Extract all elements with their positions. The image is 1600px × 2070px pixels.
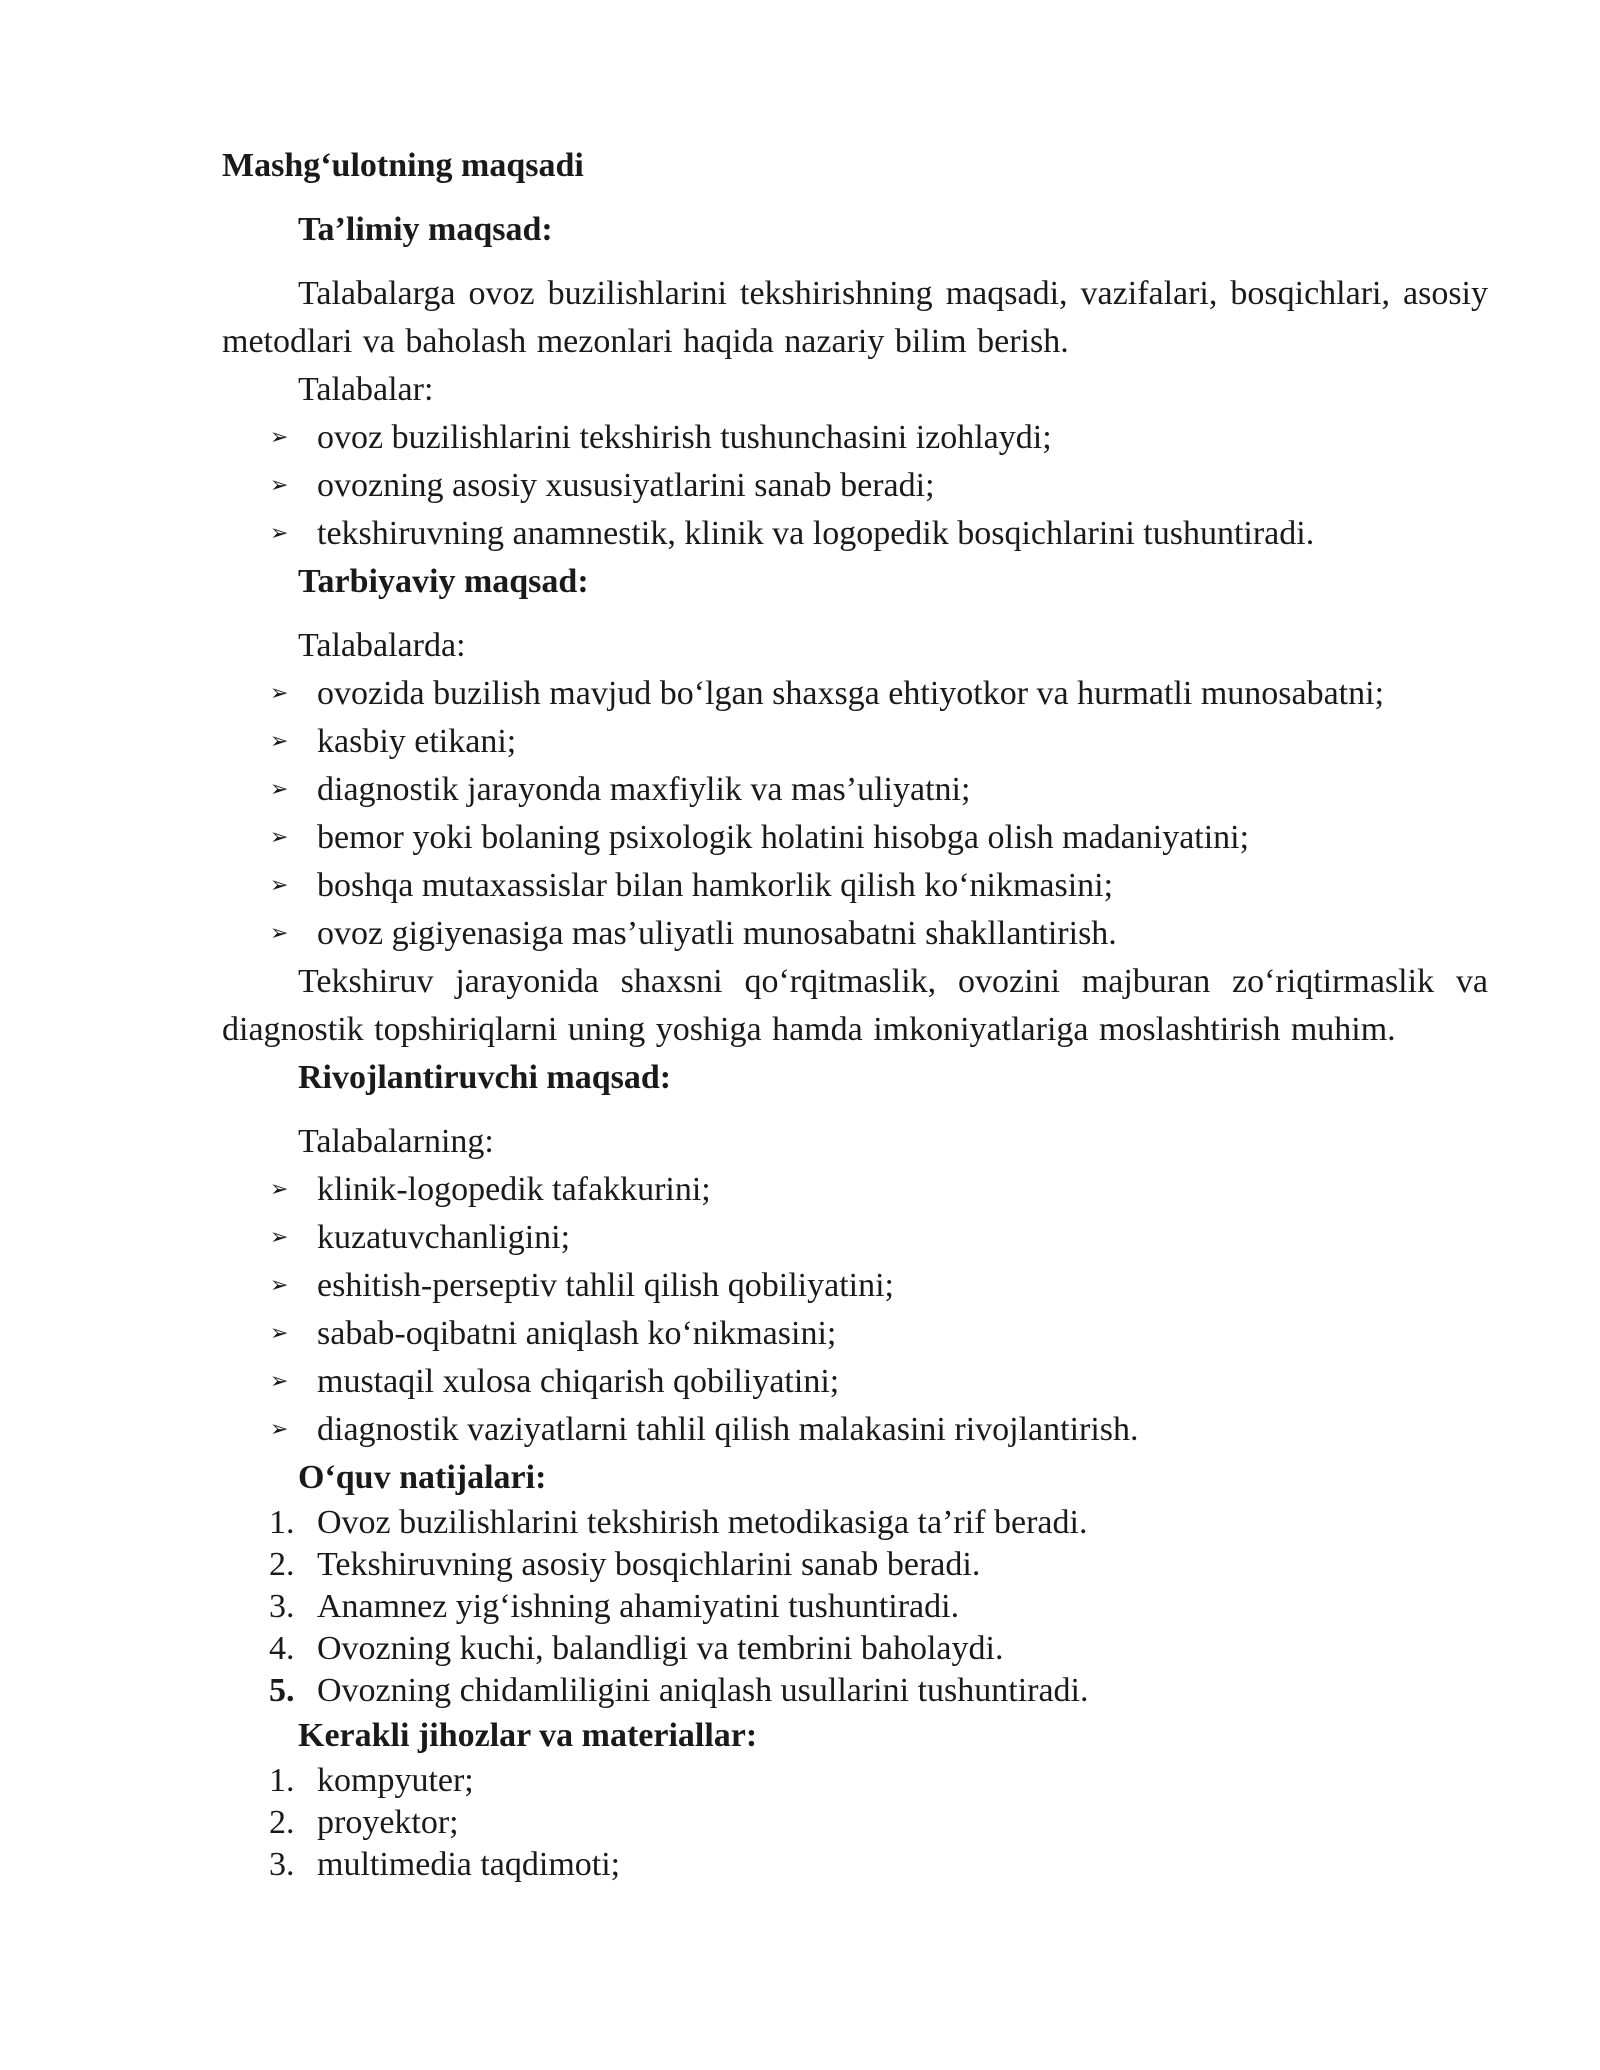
list-item-text: Ovozning chidamliligini aniqlash usullarini tushuntiradi. xyxy=(317,1672,1089,1709)
list-item-text: eshitish-perseptiv tahlil qilish qobiliyatini; xyxy=(317,1267,895,1304)
list-item xyxy=(222,766,1488,814)
jihozlar-list xyxy=(222,1760,1488,1886)
list-item xyxy=(222,814,1488,862)
list-item-text: ovoz gigiyenasiga mas’uliyatli munosabatni shakllantirish. xyxy=(317,915,1117,952)
list-number: 4. xyxy=(269,1630,295,1667)
list-item-text: kompyuter; xyxy=(317,1762,474,1799)
list-number: 1. xyxy=(269,1762,295,1799)
list-item xyxy=(222,1166,1488,1214)
tarbiyaviy-list xyxy=(222,670,1488,958)
arrow-bullet-icon: ➢ xyxy=(270,1273,289,1298)
tarbiyaviy-paragraph: Tekshiruv jarayonida shaxsni qo‘rqitmaslik, ovozini majburan zo‘riqtirmaslik va diagnostik topshiriqlarni uning yoshiga hamda imkoniyatlariga moslashtirish muhim. xyxy=(222,963,1488,1048)
list-number: 5. xyxy=(269,1672,295,1709)
list-item-text: Anamnez yig‘ishning ahamiyatini tushuntiradi. xyxy=(317,1588,960,1625)
arrow-bullet-icon: ➢ xyxy=(270,681,289,706)
arrow-bullet-icon: ➢ xyxy=(270,473,289,498)
talimiy-lead: Talabalar: xyxy=(298,371,434,408)
list-item-text: bemor yoki bolaning psixologik holatini hisobga olish madaniyatini; xyxy=(317,819,1250,856)
list-item-text: Ovoz buzilishlarini tekshirish metodikasiga ta’rif beradi. xyxy=(317,1504,1088,1541)
arrow-bullet-icon: ➢ xyxy=(270,921,289,946)
list-item-text: proyektor; xyxy=(317,1804,459,1841)
arrow-bullet-icon: ➢ xyxy=(270,1225,289,1250)
list-item xyxy=(222,1586,1488,1628)
list-item-text: Ovozning kuchi, balandligi va tembrini baholaydi. xyxy=(317,1630,1004,1667)
arrow-bullet-icon: ➢ xyxy=(270,873,289,898)
list-item-text: tekshiruvning anamnestik, klinik va logopedik bosqichlarini tushuntiradi. xyxy=(317,515,1315,552)
arrow-bullet-icon: ➢ xyxy=(270,1369,289,1394)
list-number: 3. xyxy=(269,1588,295,1625)
rivojlantiruvchi-list xyxy=(222,1166,1488,1454)
list-item-text: boshqa mutaxassislar bilan hamkorlik qilish ko‘nikmasini; xyxy=(317,867,1114,904)
list-item-text: mustaqil xulosa chiqarish qobiliyatini; xyxy=(317,1363,840,1400)
list-item-text: diagnostik vaziyatlarni tahlil qilish malakasini rivojlantirish. xyxy=(317,1411,1139,1448)
document-page xyxy=(222,142,1488,1886)
list-item-text: kuzatuvchanligini; xyxy=(317,1219,571,1256)
list-item-text: klinik-logopedik tafakkurini; xyxy=(317,1171,711,1208)
tarbiyaviy-heading: Tarbiyaviy maqsad: xyxy=(298,563,589,600)
talimiy-paragraph: Talabalarga ovoz buzilishlarini tekshirishning maqsadi, vazifalari, bosqichlari, asosiy metodlari va baholash mezonlari haqida nazariy bilim berish. xyxy=(222,275,1488,360)
natijalar-heading: O‘quv natijalari: xyxy=(298,1459,547,1496)
list-item-text: ovozning asosiy xususiyatlarini sanab beradi; xyxy=(317,467,935,504)
list-item xyxy=(222,718,1488,766)
list-item xyxy=(222,1760,1488,1802)
list-item-text: ovoz buzilishlarini tekshirish tushunchasini izohlaydi; xyxy=(317,419,1052,456)
arrow-bullet-icon: ➢ xyxy=(270,1177,289,1202)
list-item-text: diagnostik jarayonda maxfiylik va mas’uliyatni; xyxy=(317,771,971,808)
list-number: 3. xyxy=(269,1846,295,1883)
jihozlar-heading: Kerakli jihozlar va materiallar: xyxy=(298,1717,758,1754)
rivojlantiruvchi-lead: Talabalarning: xyxy=(298,1123,494,1160)
arrow-bullet-icon: ➢ xyxy=(270,1417,289,1442)
arrow-bullet-icon: ➢ xyxy=(270,521,289,546)
arrow-bullet-icon: ➢ xyxy=(270,777,289,802)
list-item xyxy=(222,1670,1488,1712)
list-item xyxy=(222,1544,1488,1586)
list-item xyxy=(222,462,1488,510)
arrow-bullet-icon: ➢ xyxy=(270,825,289,850)
talimiy-list xyxy=(222,414,1488,558)
list-item xyxy=(222,862,1488,910)
talimiy-heading: Ta’limiy maqsad: xyxy=(298,211,553,248)
arrow-bullet-icon: ➢ xyxy=(270,729,289,754)
rivojlantiruvchi-heading: Rivojlantiruvchi maqsad: xyxy=(298,1059,672,1096)
list-item-text: sabab-oqibatni aniqlash ko‘nikmasini; xyxy=(317,1315,837,1352)
list-number: 2. xyxy=(269,1546,295,1583)
list-item xyxy=(222,1844,1488,1886)
list-item xyxy=(222,1262,1488,1310)
natijalar-list xyxy=(222,1502,1488,1712)
arrow-bullet-icon: ➢ xyxy=(270,425,289,450)
list-item-text: ovozida buzilish mavjud bo‘lgan shaxsga ehtiyotkor va hurmatli munosabatni; xyxy=(317,675,1385,712)
list-item xyxy=(222,1502,1488,1544)
tarbiyaviy-lead: Talabalarda: xyxy=(298,627,466,664)
document-title: Mashg‘ulotning maqsadi xyxy=(222,147,584,184)
list-number: 2. xyxy=(269,1804,295,1841)
arrow-bullet-icon: ➢ xyxy=(270,1321,289,1346)
list-item-text: Tekshiruvning asosiy bosqichlarini sanab beradi. xyxy=(317,1546,981,1583)
list-item xyxy=(222,510,1488,558)
list-item xyxy=(222,1628,1488,1670)
list-item xyxy=(222,670,1488,718)
list-item xyxy=(222,910,1488,958)
list-item-text: kasbiy etikani; xyxy=(317,723,517,760)
list-item xyxy=(222,1358,1488,1406)
list-item xyxy=(222,414,1488,462)
list-number: 1. xyxy=(269,1504,295,1541)
list-item xyxy=(222,1310,1488,1358)
list-item xyxy=(222,1214,1488,1262)
list-item-text: multimedia taqdimoti; xyxy=(317,1846,621,1883)
list-item xyxy=(222,1406,1488,1454)
list-item xyxy=(222,1802,1488,1844)
